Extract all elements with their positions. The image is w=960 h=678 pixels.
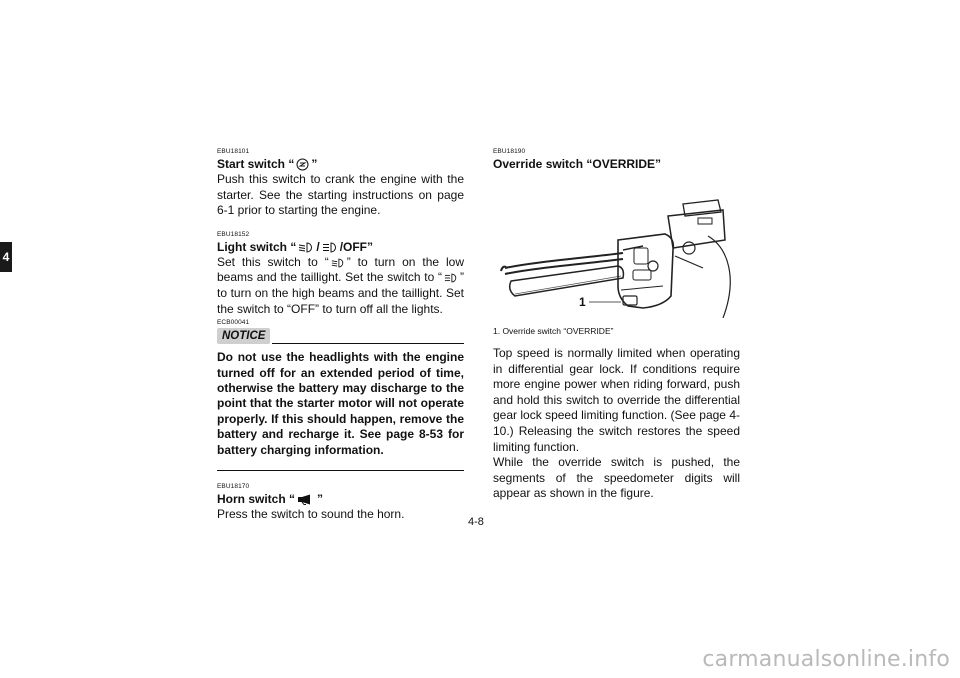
handlebar-switch-illustration (493, 178, 740, 318)
start-switch-section (217, 148, 464, 219)
light-switch-body: Set this switch to “ ” to turn on the low beams and the taillight. Set the switch to “ ” to turn on the high beams and the taillight. Set the switch to “OFF” to turn off all the lights. (217, 254, 464, 316)
high-beam-icon (444, 273, 458, 283)
start-switch-body: Push this switch to crank the engine with the starter. See the starting instructions on page 6-1 prior to starting the engine. (217, 172, 464, 218)
right-column (493, 148, 740, 502)
override-body-2: While the override switch is pushed, the segments of the speedometer digits will appear as shown in the figure. (493, 455, 740, 501)
light-switch-heading: Light switch “ / /OFF” (217, 239, 374, 254)
low-beam-icon (331, 258, 345, 268)
high-beam-icon (322, 242, 338, 253)
notice-badge: NOTICE (217, 328, 270, 344)
notice-divider (272, 343, 464, 344)
light-switch-section (217, 231, 464, 317)
watermark: carmanualsonline.info (702, 647, 950, 672)
start-switch-heading: Start switch “ ” (217, 157, 318, 171)
figure-callout-1: 1 (579, 295, 586, 309)
page-number: 4-8 (468, 516, 484, 528)
notice-section (217, 319, 464, 471)
start-section-code: EBU18101 (217, 148, 250, 155)
light-section-code: EBU18152 (217, 230, 250, 238)
chapter-tab-label: 4 (2, 250, 10, 264)
override-body-1: Top speed is normally limited when operating in differential gear lock. If conditions require more engine power when riding forward, push and hold this switch to override the differential gear lock speed limiting function. (See page 4-10.) Releasing the switch restores the speed limiting function. (493, 346, 740, 454)
horn-switch-heading: Horn switch “ ” (217, 492, 324, 506)
left-column (217, 148, 464, 523)
notice-text: Do not use the headlights with the engine turned off for an extended period of time, otherwise the battery may discharge to the point that the starter motor will not operate properly. If this should happen, remove the battery and recharge it. See page 8-53 for battery charging information. (217, 350, 464, 457)
override-section-code: EBU18190 (493, 148, 526, 155)
override-switch-heading: Override switch “OVERRIDE” (493, 157, 662, 171)
low-beam-icon (298, 242, 314, 253)
horn-section-code: EBU18170 (217, 483, 250, 490)
figure-caption: 1. Override switch “OVERRIDE” (493, 326, 614, 336)
horn-switch-section (217, 483, 464, 523)
horn-icon (297, 494, 315, 505)
start-icon (296, 158, 309, 171)
notice-code: ECB00041 (217, 319, 250, 327)
horn-switch-body: Press the switch to sound the horn. (217, 507, 405, 521)
chapter-tab (0, 242, 12, 272)
